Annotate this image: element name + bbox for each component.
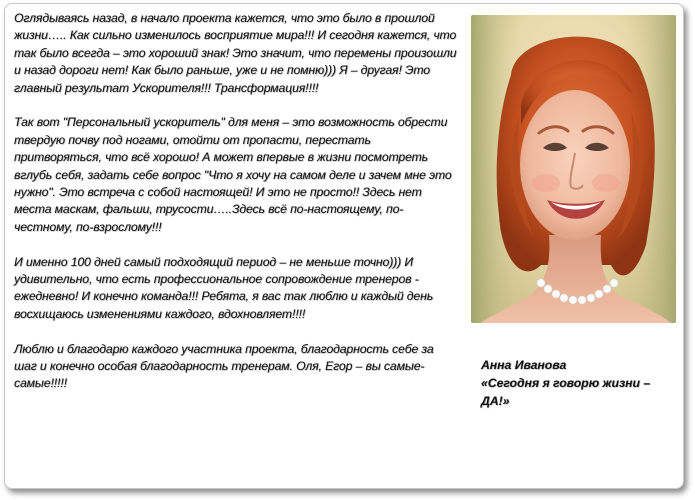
testimonial-paragraph: Оглядываясь назад, в начало проекта кажется, что это было в прошлой жизни….. Как сильно изменилось восприятие мира!!! И сегодня кажется, что так было всегда – это хороший знак! Это значит, что перемены произошли и назад дороги нет! Как было раньше, уже и не помню))) Я – другая! Это главный результат Ускорителя!!! Трансформация!!!!	[14, 11, 457, 95]
testimonial-paragraph: Так вот "Персональный ускоритель" для меня – это возможность обрести твердую почву под ногами, отойти от пропасти, перестать притворяться, что всё хорошо! А может впервые в жизни посмотреть вглубь себя, задать себе вопрос "Что я хочу на самом деле и зачем мне это нужно". Это встреча с собой настоящей! И это не просто!! Здесь нет места маскам, фальши, трусости…..Здесь всё по-настоящему, по-честному, по-взрослому!!!	[14, 115, 452, 234]
portrait-photo	[471, 15, 676, 323]
author-name: Анна Иванова	[481, 358, 567, 372]
author-caption	[481, 356, 671, 410]
testimonial-text	[14, 10, 459, 410]
author-quote: «Сегодня я говорю жизни – ДА!»	[481, 376, 651, 408]
testimonial-paragraph: Люблю и благодарю каждого участника проекта, благодарность себе за шаг и конечно особая благодарность тренерам. Оля, Егор – вы самые-самые!!!!!	[14, 341, 434, 391]
testimonial-paragraph: И именно 100 дней самый подходящий период – не меньше точно))) И удивительно, что есть профессиональное сопровождение тренеров - ежедневно! И конечно команда!!! Ребята, я вас так люблю и каждый день восхищаюсь изменениями каждого, вдохновляет!!!!	[14, 254, 434, 321]
portrait-image	[471, 15, 676, 323]
